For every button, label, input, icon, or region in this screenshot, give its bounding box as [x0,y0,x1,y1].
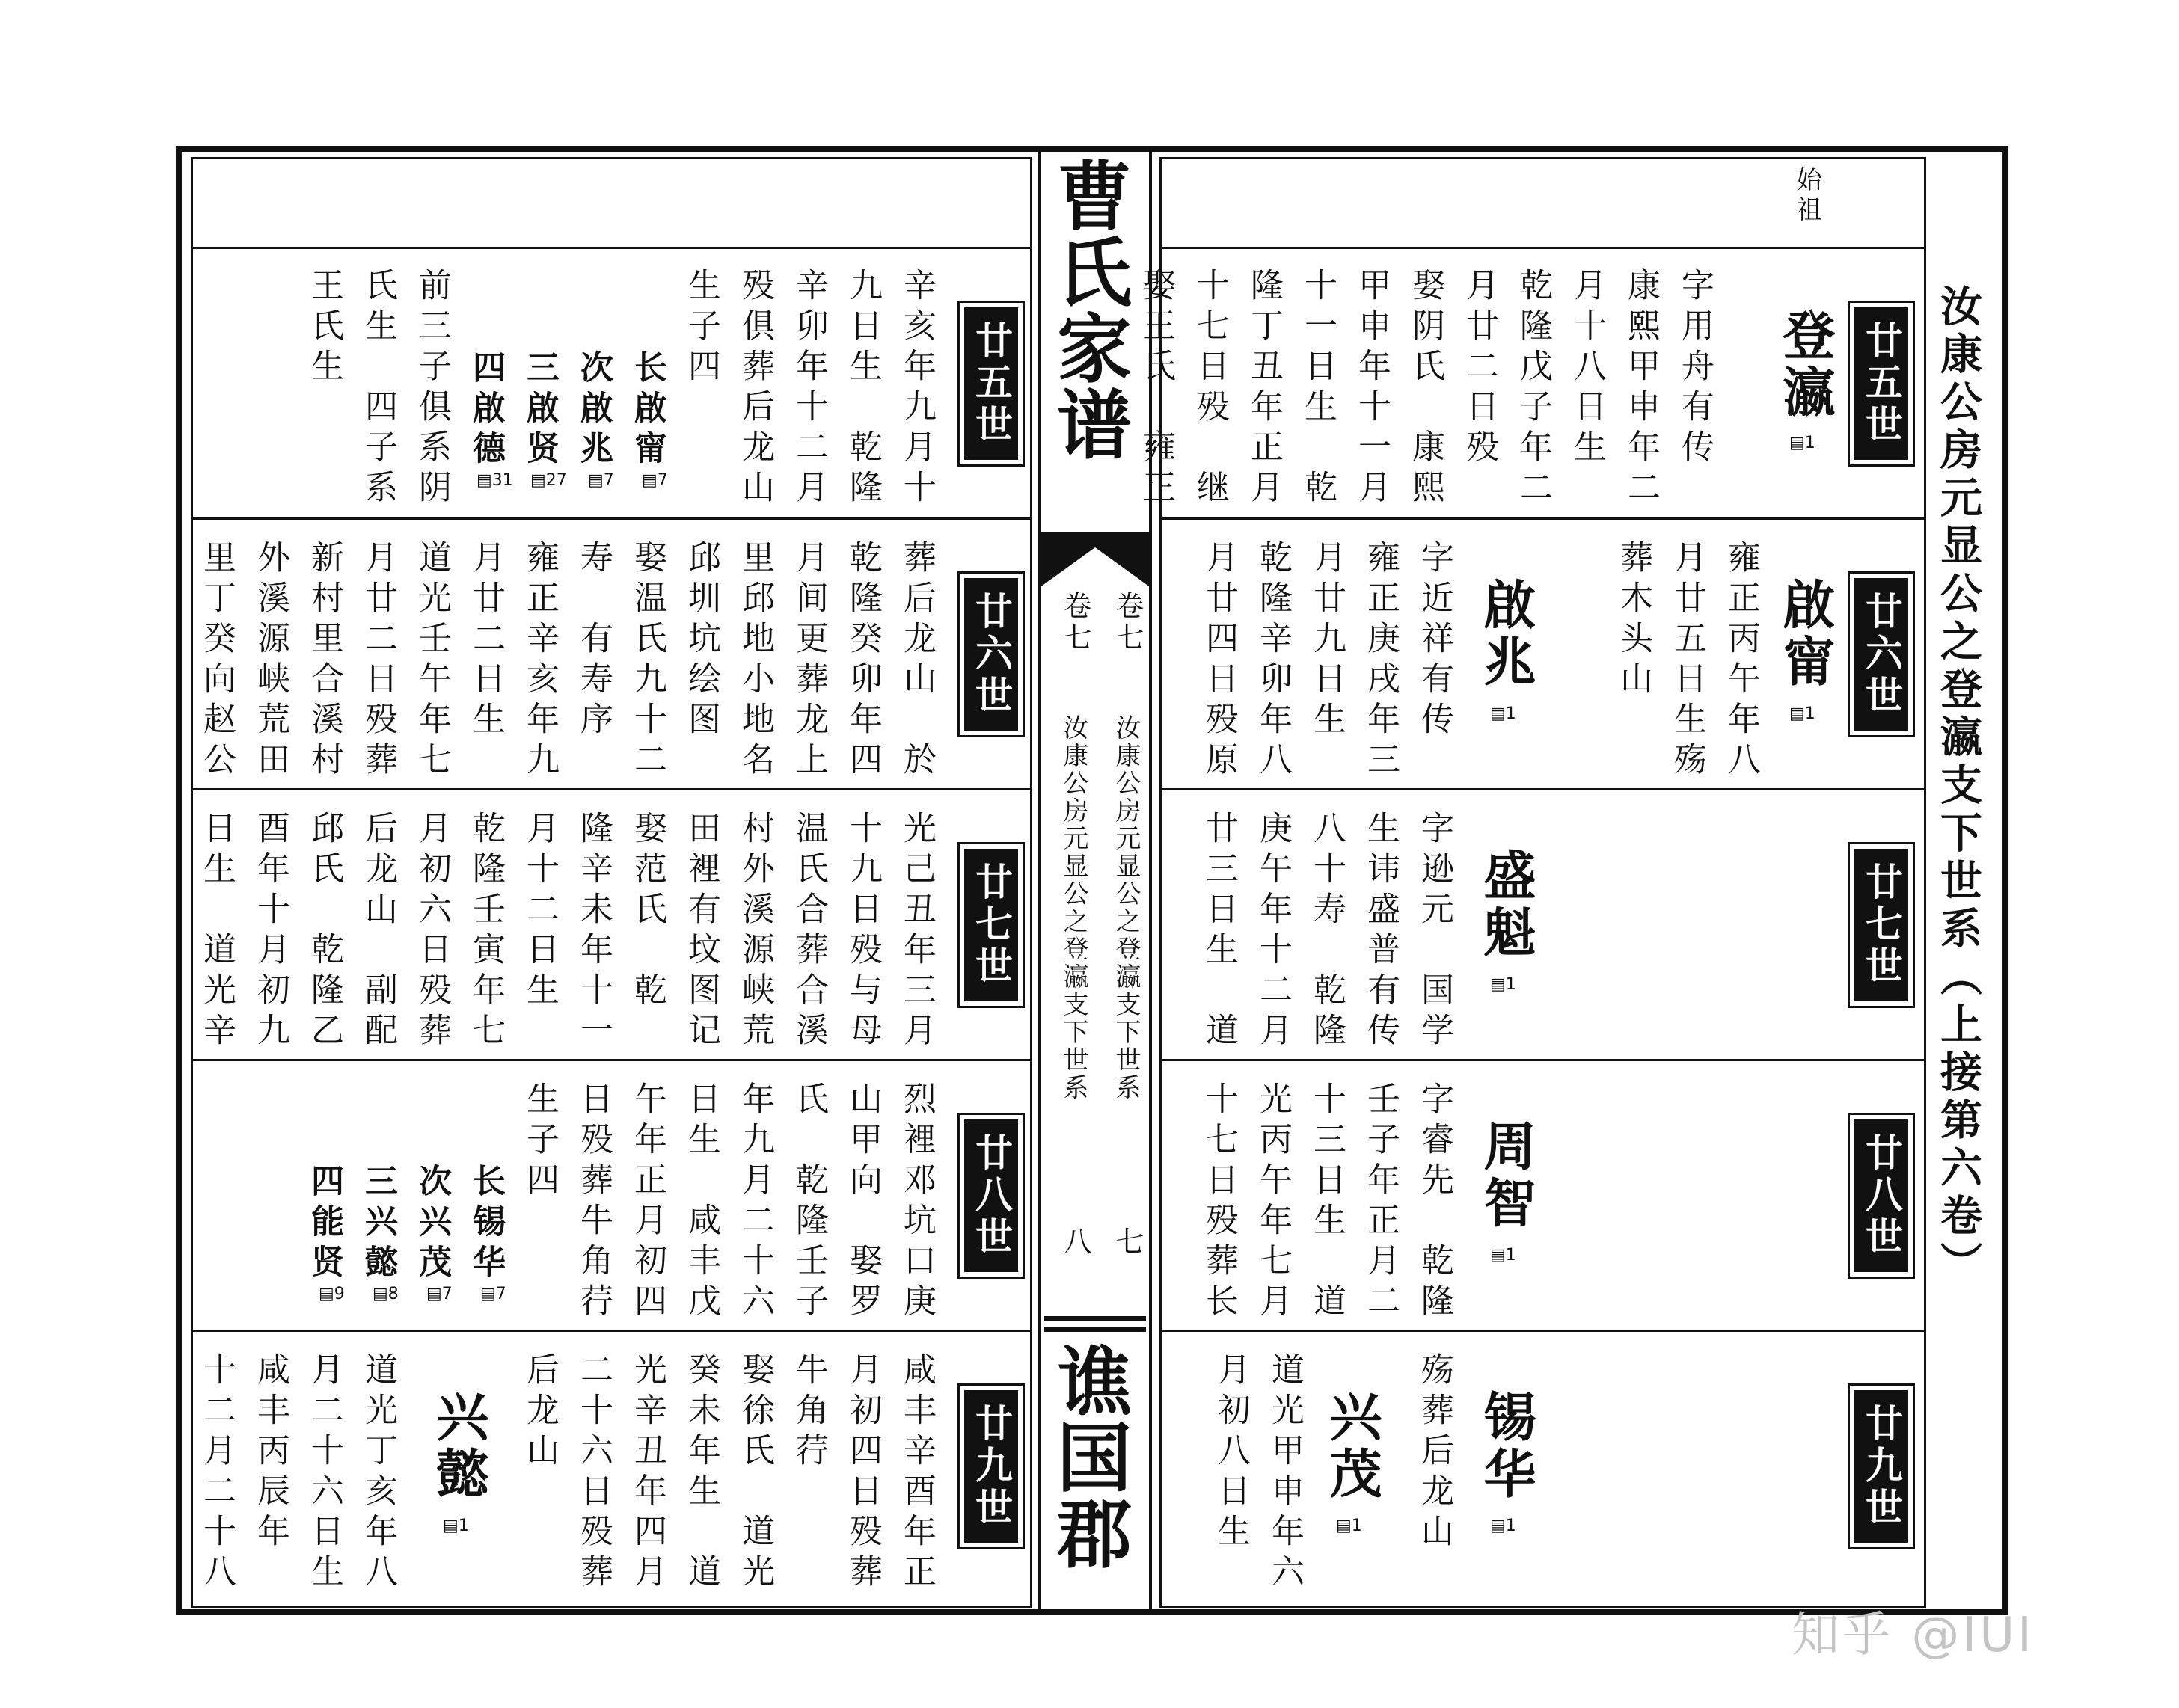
bio-column: 隆丁丑年正月 [1245,268,1283,510]
left-row-divider [191,1330,1032,1332]
bio-column: 字逊元 国学 [1415,811,1453,1053]
bio-column: 十七日殁 继 [1191,268,1229,510]
page-ref: ▤1 [1490,975,1516,994]
bio-column: 月十二日生 [521,811,559,1013]
person-name: 盛魁 [1475,848,1537,962]
bio-column: 光己丑年三月 [898,811,936,1053]
bio-column: 日殁葬牛角荇 [574,1081,613,1324]
son-name: 四啟德 [467,350,505,471]
bio-column: 雍正辛亥年九 [521,540,559,782]
bio-column: 十七日殁葬长 [1200,1081,1238,1324]
bio-column: 壬子年正月二 [1361,1081,1400,1324]
bio-column: 氏生 四子系 [359,268,397,510]
bio-column: 二十六日殁葬 [574,1352,613,1594]
bio-column: 年九月二十六 [736,1081,774,1324]
bio-column: 葬木头山 [1614,540,1652,701]
right-gen-badge: 廿五世 [1848,301,1915,467]
left-gen-badge: 廿五世 [957,301,1025,467]
branch-label-a: 汝康公房元显公之登瀛支下世系 [1111,714,1141,1102]
right-header-divider [1159,247,1926,249]
bio-column: 月廿四日殁原 [1200,540,1238,782]
bio-column: 日生 道光辛 [197,811,236,1053]
left-gen-badge: 廿九世 [957,1383,1025,1549]
watermark: 知乎 @IUI [1792,1608,2035,1663]
volume-label-a: 卷七 [1111,591,1144,654]
bio-column: 娶范氏 乾 [628,811,666,1013]
page-ref: ▤7 [480,1285,506,1303]
bio-column: 葬后龙山 於 [898,540,936,782]
page-ref: ▤8 [373,1285,399,1303]
son-name: 长啟甯 [628,350,666,471]
page-ref: ▤27 [530,471,567,490]
right-gen-badge: 廿六世 [1848,571,1915,737]
bio-column: 寿 有寿序 [574,540,613,742]
person-name: 周智 [1475,1119,1537,1232]
bio-column: 十二月二十八 [197,1352,236,1594]
left-row-divider [191,517,1032,520]
bio-column: 光丙午年七月 [1254,1081,1292,1324]
bio-column: 王氏生 [305,268,343,389]
bio-column: 村外溪源峡荒 [736,811,774,1053]
side-title-divider [1924,247,1926,1608]
bio-column: 生子四 [682,268,720,389]
bio-column: 里邱地小地名 [736,540,774,782]
left-row-divider [191,1059,1032,1061]
right-row-divider [1159,788,1926,790]
page-ref: ▤1 [1336,1517,1362,1535]
bio-column: 月二十六日生 [305,1352,343,1594]
bio-column: 十九日殁与母 [844,811,882,1053]
bio-column: 癸未年生 道 [682,1352,720,1594]
left-gen-badge: 廿七世 [957,842,1025,1008]
person-name: 兴茂 [1321,1389,1383,1503]
bio-column: 咸丰辛酉年正 [898,1352,936,1594]
page-ref: ▤1 [1490,704,1516,723]
bio-column: 后龙山 副配 [359,811,397,1053]
bio-column: 辛亥年九月十 [898,268,936,510]
bio-column: 外溪源峡荒田 [251,540,289,782]
bio-column: 娶温氏九十二 [628,540,666,782]
bio-column: 前三子俱系阴 [413,268,451,510]
bio-column: 烈裡邓坑口庚 [898,1081,936,1324]
region-title: 谯国郡 [1044,1342,1133,1571]
bio-column: 辛卯年十二月 [790,268,828,510]
page-ref: ▤1 [1789,434,1815,452]
bio-column: 新村里合溪村 [305,540,343,782]
bio-column: 雍正丙午年八 [1722,540,1760,782]
genealogy-title: 曹氏家谱 [1044,157,1133,462]
fishtail-mark [1041,532,1149,586]
person-name: 啟甯 [1774,577,1836,691]
bio-column: 道光甲申年六 [1266,1352,1304,1594]
left-gen-badge: 廿六世 [957,571,1025,737]
page-ref: ▤1 [1490,1246,1516,1265]
bio-column: 隆辛未年十一 [574,811,613,1053]
bio-column: 月廿二日殁葬 [359,540,397,782]
son-name: 次兴茂 [413,1164,451,1285]
page-ref: ▤9 [319,1285,345,1303]
bio-column: 乾隆壬寅年七 [467,811,505,1053]
right-side-title: 汝康公房元显公之登瀛支下世系（上接第六卷） [1934,284,1983,1289]
bio-column: 道光壬午年七 [413,540,451,782]
bio-column: 月廿五日生殇 [1668,540,1706,782]
son-name: 三兴懿 [359,1164,397,1285]
page-ref: ▤31 [476,471,513,490]
bio-column: 十一日生 乾 [1299,268,1337,510]
right-row-divider [1159,1059,1926,1061]
bio-column: 乾隆癸卯年四 [844,540,882,782]
son-name: 三啟贤 [521,350,559,471]
bio-column: 九日生 乾隆 [844,268,882,510]
page-ref: ▤1 [1490,1517,1516,1535]
son-name: 次啟兆 [574,350,613,471]
son-name: 长锡华 [467,1164,505,1285]
bio-column: 邱氏 乾隆乙 [305,811,343,1053]
ancestor-header-label: 始祖 [1792,166,1821,226]
bio-column: 酉年十月初九 [251,811,289,1053]
page-number-b: 八 [1058,1226,1091,1258]
bio-column: 月初六日殁葬 [413,811,451,1053]
bio-column: 娶王氏 雍正 [1137,268,1175,510]
bio-column: 字用舟有传 [1676,268,1714,470]
bio-column: 月间更葬龙上 [790,540,828,782]
page-ref: ▤7 [642,471,668,490]
bio-column: 邱圳坑绘图 [682,540,720,742]
right-row-divider [1159,517,1926,520]
bio-column: 咸丰丙辰年 [251,1352,289,1554]
person-name: 啟兆 [1475,577,1537,691]
double-rule-bottom [1044,1327,1146,1332]
bio-column: 午年正月初四 [628,1081,666,1324]
right-gen-badge: 廿九世 [1848,1383,1915,1549]
bio-column: 田裡有坟图记 [682,811,720,1053]
bio-column: 殁俱葬后龙山 [736,268,774,510]
bio-column: 生讳盛普有传 [1361,811,1400,1053]
bio-column: 字近祥有传 [1415,540,1453,742]
bio-column: 乾隆戊子年二 [1514,268,1552,510]
left-gen-badge: 廿八世 [957,1113,1025,1279]
bio-column: 里丁癸向赵公 [197,540,236,782]
bio-column: 十三日生 道 [1308,1081,1346,1324]
bio-column: 日生 咸丰戊 [682,1081,720,1324]
bio-column: 温氏合葬合溪 [790,811,828,1053]
right-gen-badge: 廿七世 [1848,842,1915,1008]
bio-column: 月廿九日生 [1308,540,1346,742]
bio-column: 娶徐氏 道光 [736,1352,774,1594]
person-name: 登瀛 [1774,308,1836,422]
bio-column: 月初四日殁葬 [844,1352,882,1594]
page-ref: ▤1 [1789,704,1815,723]
bio-column: 氏 乾隆壬子 [790,1081,828,1324]
page-ref: ▤7 [426,1285,453,1303]
page-number-a: 七 [1111,1226,1144,1258]
bio-column: 殇葬后龙山 [1415,1352,1453,1554]
bio-column: 雍正庚戌年三 [1361,540,1400,782]
bio-column: 字睿先 乾隆 [1415,1081,1453,1324]
bio-column: 娶阴氏 康熙 [1406,268,1444,510]
bio-column: 八十寿 乾隆 [1308,811,1346,1053]
bio-column: 牛角荇 [790,1352,828,1473]
left-header-divider [191,247,1032,249]
son-name: 四能贤 [305,1164,343,1285]
page-ref: ▤1 [443,1517,469,1535]
bio-column: 月初八日生 [1212,1352,1250,1554]
bio-column: 后龙山 [521,1352,559,1473]
bio-column: 月廿二日殁 [1460,268,1498,470]
bio-column: 月十八日生 [1568,268,1606,470]
bio-column: 生子四 [521,1081,559,1202]
left-row-divider [191,788,1032,790]
page-ref: ▤7 [588,471,614,490]
bio-column: 道光丁亥年八 [359,1352,397,1594]
right-row-divider [1159,1330,1926,1332]
person-name: 兴懿 [428,1389,490,1503]
right-gen-badge: 廿八世 [1848,1113,1915,1279]
bio-column: 甲申年十一月 [1352,268,1391,510]
bio-column: 廿三日生 道 [1200,811,1238,1053]
bio-column: 庚午年十二月 [1254,811,1292,1053]
bio-column: 康熙甲申年二 [1622,268,1660,510]
bio-column: 月廿二日生 [467,540,505,742]
bio-column: 乾隆辛卯年八 [1254,540,1292,782]
volume-label-b: 卷七 [1058,591,1091,654]
double-rule-top [1044,1316,1146,1321]
bio-column: 山甲向 娶罗 [844,1081,882,1324]
branch-label-b: 汝康公房元显公之登瀛支下世系 [1058,714,1088,1102]
person-name: 锡华 [1475,1389,1537,1503]
bio-column: 光辛丑年四月 [628,1352,666,1594]
